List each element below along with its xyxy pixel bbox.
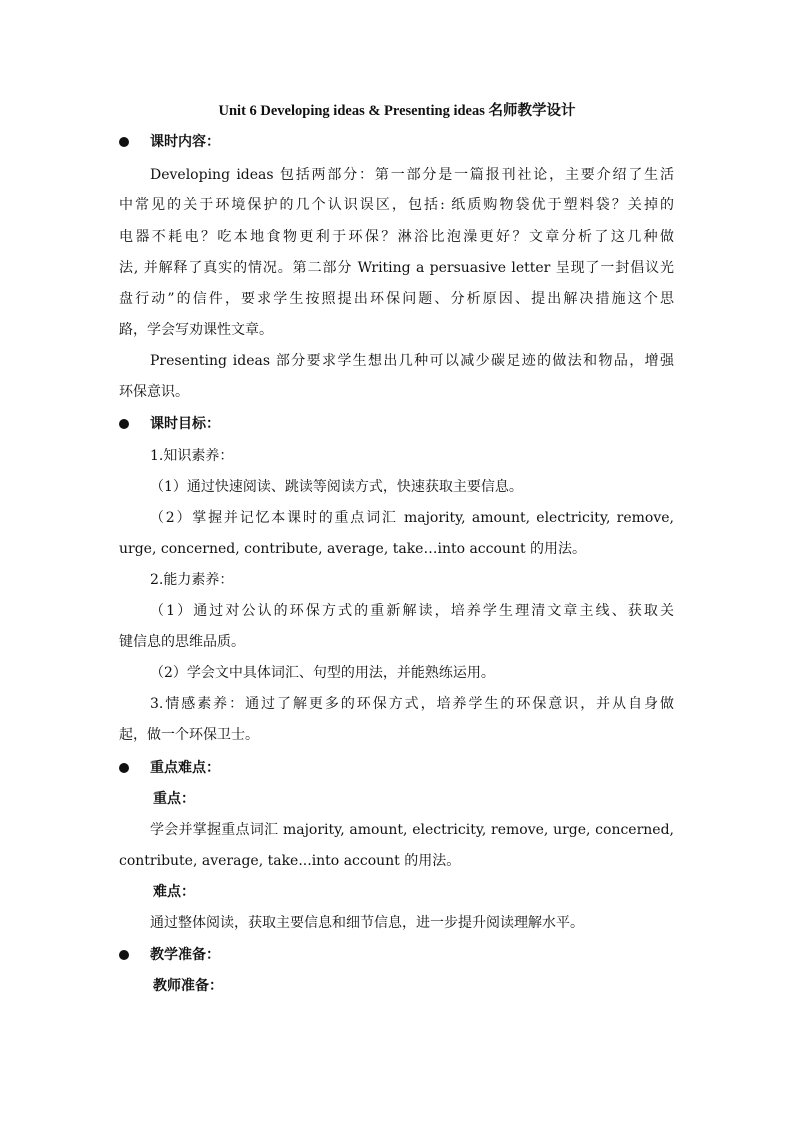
goal-line-6: （1）通过对公认的环保方式的重新解读，培养学生理清文章主线、获取关 [150,603,674,619]
section-heading-prep: 教学准备： [150,947,220,963]
content-line-1: Developing ideas 包括两部分：第一部分是一篇报刊社论，主要介绍了生活 [150,167,674,183]
content-line-8: 环保意识。 [119,384,189,400]
goal-line-4: urge, concerned, contribute, average, take…into account 的用法。 [119,541,587,557]
teacher-prep-label: 教师准备： [153,978,223,994]
bullet-icon [119,950,129,960]
key-line-1: 学会并掌握重点词汇 majority, amount, electricity, remove, urge, concerned, [150,822,674,838]
key-line-2: contribute, average, take...into account 的用法。 [119,853,461,869]
section-heading-content: 课时内容： [150,134,220,150]
document-title: Unit 6 Developing ideas & Presenting ideas 名师教学设计 [218,103,576,119]
content-line-5: 盘行动”的信件，要求学生按照提出环保问题、分析原因、提出解决措施这个思 [119,291,674,307]
content-line-7: Presenting ideas 部分要求学生想出几种可以减少碳足迹的做法和物品，增强 [150,353,674,369]
goal-line-10: 起，做一个环保卫士。 [119,727,259,743]
content-line-6: 路，学会写劝课性文章。 [119,322,273,338]
bullet-icon [119,763,129,773]
goal-line-9: 3.情感素养：通过了解更多的环保方式，培养学生的环保意识，并从自身做 [150,696,674,712]
section-heading-keypoints: 重点难点： [150,760,220,776]
bullet-icon [119,137,129,147]
goal-line-2: （1）通过快速阅读、跳读等阅读方式，快速获取主要信息。 [150,479,523,495]
difficult-line: 通过整体阅读，获取主要信息和细节信息，进一步提升阅读理解水平。 [150,915,584,931]
goal-line-8: （2）学会文中具体词汇、句型的用法，并能熟练运用。 [150,665,495,681]
bullet-icon [119,419,129,429]
content-line-4: 法, 并解释了真实的情况。第二部分 Writing a persuasive letter 呈现了一封倡议光 [119,260,674,276]
goal-line-5: 2.能力素养： [150,572,234,588]
content-line-2: 中常见的关于环境保护的几个认识误区，包括: 纸质购物袋优于塑料袋？关掉的 [119,197,674,213]
content-line-3: 电器不耗电？吃本地食物更利于环保？淋浴比泡澡更好？文章分析了这几种做 [119,229,674,245]
section-heading-goals: 课时目标： [150,416,220,432]
goal-line-3: （2）掌握并记忆本课时的重点词汇 majority, amount, electricity, remove, [150,510,674,526]
goal-line-1: 1.知识素养： [150,448,234,464]
key-label: 重点： [153,791,195,807]
difficult-label: 难点： [153,884,195,900]
goal-line-7: 键信息的思维品质。 [119,634,245,650]
